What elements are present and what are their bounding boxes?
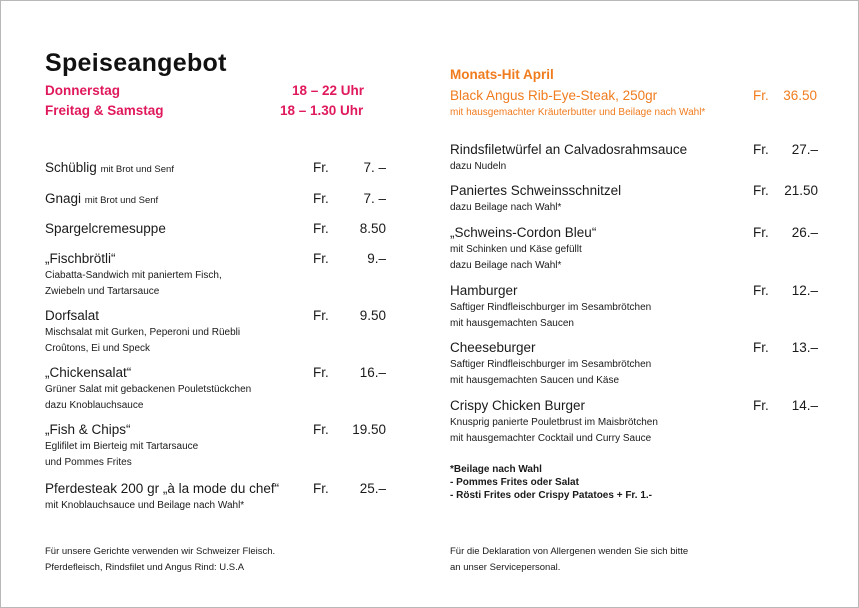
left-item-title: Gnagi <box>45 191 82 206</box>
left-item-title: „Fischbrötli“ <box>45 251 116 266</box>
right-item-price: 21.50 <box>784 183 818 198</box>
left-item-desc: Grüner Salat mit gebackenen Pouletstückchen <box>45 384 252 395</box>
right-item-currency: Fr. <box>753 225 769 240</box>
side-note-line: - Pommes Frites oder Salat <box>450 477 579 488</box>
left-item-price: 9.50 <box>359 308 386 323</box>
right-item-currency: Fr. <box>753 142 769 157</box>
left-item-desc: mit Knoblauchsauce und Beilage nach Wahl* <box>45 500 245 511</box>
right-item-title: „Schweins-Cordon Bleu“ <box>450 225 597 240</box>
left-item-note: mit Brot und Senf <box>100 164 174 175</box>
left-item-currency: Fr. <box>313 221 329 236</box>
footer-right <box>450 544 688 576</box>
right-item-price: 13.– <box>791 340 818 355</box>
right-item-price: 26.– <box>791 225 818 240</box>
right-item-desc: mit hausgemachter Cocktail und Curry Sauce <box>450 433 652 444</box>
left-item-name <box>45 191 158 206</box>
left-item-currency: Fr. <box>313 365 329 380</box>
right-item-price: 27.– <box>791 142 818 157</box>
footer-line: Für die Deklaration von Allergenen wenden Sie sich bitte <box>450 546 689 557</box>
right-item-name <box>450 183 621 198</box>
hours-time-2: 18 – 1.30 Uhr <box>280 103 364 118</box>
right-item-title: Hamburger <box>450 283 518 298</box>
right-item-title: Crispy Chicken Burger <box>450 398 586 413</box>
left-item-name <box>45 251 116 266</box>
right-item-name <box>450 283 518 298</box>
side-note-line: - Rösti Frites oder Crispy Patatoes + Fr. 1.- <box>450 490 653 501</box>
left-item-price: 19.50 <box>352 422 386 437</box>
footer-left <box>45 544 275 576</box>
left-item-title: Schüblig <box>45 160 97 175</box>
right-item-desc: dazu Beilage nach Wahl* <box>450 202 562 213</box>
left-item-price: 25.– <box>359 481 386 496</box>
left-item-price: 16.– <box>359 365 386 380</box>
right-item-desc: Saftiger Rindfleischburger im Sesambrötchen <box>450 359 652 370</box>
left-item-note: mit Brot und Senf <box>84 195 159 206</box>
left-item-name <box>45 422 131 437</box>
right-item-desc: Knusprig panierte Pouletbrust im Maisbrötchen <box>450 417 658 428</box>
monthly-hit-name: Black Angus Rib-Eye-Steak, 250gr <box>450 88 658 103</box>
left-item-title: Dorfsalat <box>45 308 100 323</box>
footer-line: an unser Servicepersonal. <box>450 562 561 573</box>
right-item-currency: Fr. <box>753 398 769 413</box>
right-item-desc: dazu Beilage nach Wahl* <box>450 260 562 271</box>
left-item-desc: Zwiebeln und Tartarsauce <box>45 286 160 297</box>
page-title: Speiseangebot <box>45 49 227 77</box>
left-item-currency: Fr. <box>313 308 329 323</box>
footer-line: Für unsere Gerichte verwenden wir Schweizer Fleisch. <box>45 546 276 557</box>
left-item-currency: Fr. <box>313 422 329 437</box>
left-item-currency: Fr. <box>313 191 329 206</box>
hours-day-2: Freitag & Samstag <box>45 103 164 118</box>
right-item-price: 14.– <box>791 398 818 413</box>
left-item-name <box>45 221 166 236</box>
right-item-desc: dazu Nudeln <box>450 161 507 172</box>
left-item-currency: Fr. <box>313 160 329 175</box>
right-item-desc: mit Schinken und Käse gefüllt <box>450 244 582 255</box>
right-item-name <box>450 398 585 413</box>
right-item-currency: Fr. <box>753 183 769 198</box>
left-item-desc: Mischsalat mit Gurken, Peperoni und Rüebli <box>45 327 241 338</box>
right-item-name <box>450 340 536 355</box>
left-item-title: Spargelcremesuppe <box>45 221 166 236</box>
left-item-title: „Fish & Chips“ <box>45 422 131 437</box>
left-item-price: 9.– <box>367 251 386 266</box>
left-item-title: Pferdesteak 200 gr „à la mode du chef“ <box>45 481 280 496</box>
monthly-hit-desc: mit hausgemachter Kräuterbutter und Beilage nach Wahl* <box>450 107 706 118</box>
right-item-name <box>450 225 596 240</box>
left-item-title: „Chickensalat“ <box>45 365 132 380</box>
left-item-price: 8.50 <box>359 221 386 236</box>
side-note <box>450 463 652 502</box>
left-item-price: 7. – <box>363 191 386 206</box>
right-item-title: Rindsfiletwürfel an Calvadosrahmsauce <box>450 142 688 157</box>
hours-day-1: Donnerstag <box>45 83 121 98</box>
monthly-hit-currency: Fr. <box>753 88 769 103</box>
monthly-hit-title: Monats-Hit April <box>450 67 554 82</box>
right-item-desc: Saftiger Rindfleischburger im Sesambrötchen <box>450 302 652 313</box>
right-item-currency: Fr. <box>753 340 769 355</box>
side-note-line: *Beilage nach Wahl <box>450 464 542 475</box>
footer-line: Pferdefleisch, Rindsfilet und Angus Rind: U.S.A <box>45 562 245 573</box>
left-item-name <box>45 481 279 496</box>
left-item-desc: Ciabatta-Sandwich mit paniertem Fisch, <box>45 270 222 281</box>
left-item-desc: Eglifilet im Bierteig mit Tartarsauce <box>45 441 199 452</box>
right-item-price: 12.– <box>791 283 818 298</box>
left-item-currency: Fr. <box>313 481 329 496</box>
right-item-title: Cheeseburger <box>450 340 536 355</box>
hours-time-1: 18 – 22 Uhr <box>292 83 365 98</box>
left-item-desc: Croûtons, Ei und Speck <box>45 343 151 354</box>
left-item-desc: dazu Knoblauchsauce <box>45 400 144 411</box>
monthly-hit-price: 36.50 <box>783 88 817 103</box>
left-item-name <box>45 365 131 380</box>
left-item-currency: Fr. <box>313 251 329 266</box>
right-item-desc: mit hausgemachten Saucen und Käse <box>450 375 619 386</box>
right-item-name <box>450 142 687 157</box>
left-item-name <box>45 160 174 175</box>
left-item-desc: und Pommes Frites <box>45 457 132 468</box>
right-item-desc: mit hausgemachten Saucen <box>450 318 574 329</box>
left-item-name <box>45 308 99 323</box>
right-item-title: Paniertes Schweinsschnitzel <box>450 183 622 198</box>
right-item-currency: Fr. <box>753 283 769 298</box>
left-item-price: 7. – <box>363 160 386 175</box>
